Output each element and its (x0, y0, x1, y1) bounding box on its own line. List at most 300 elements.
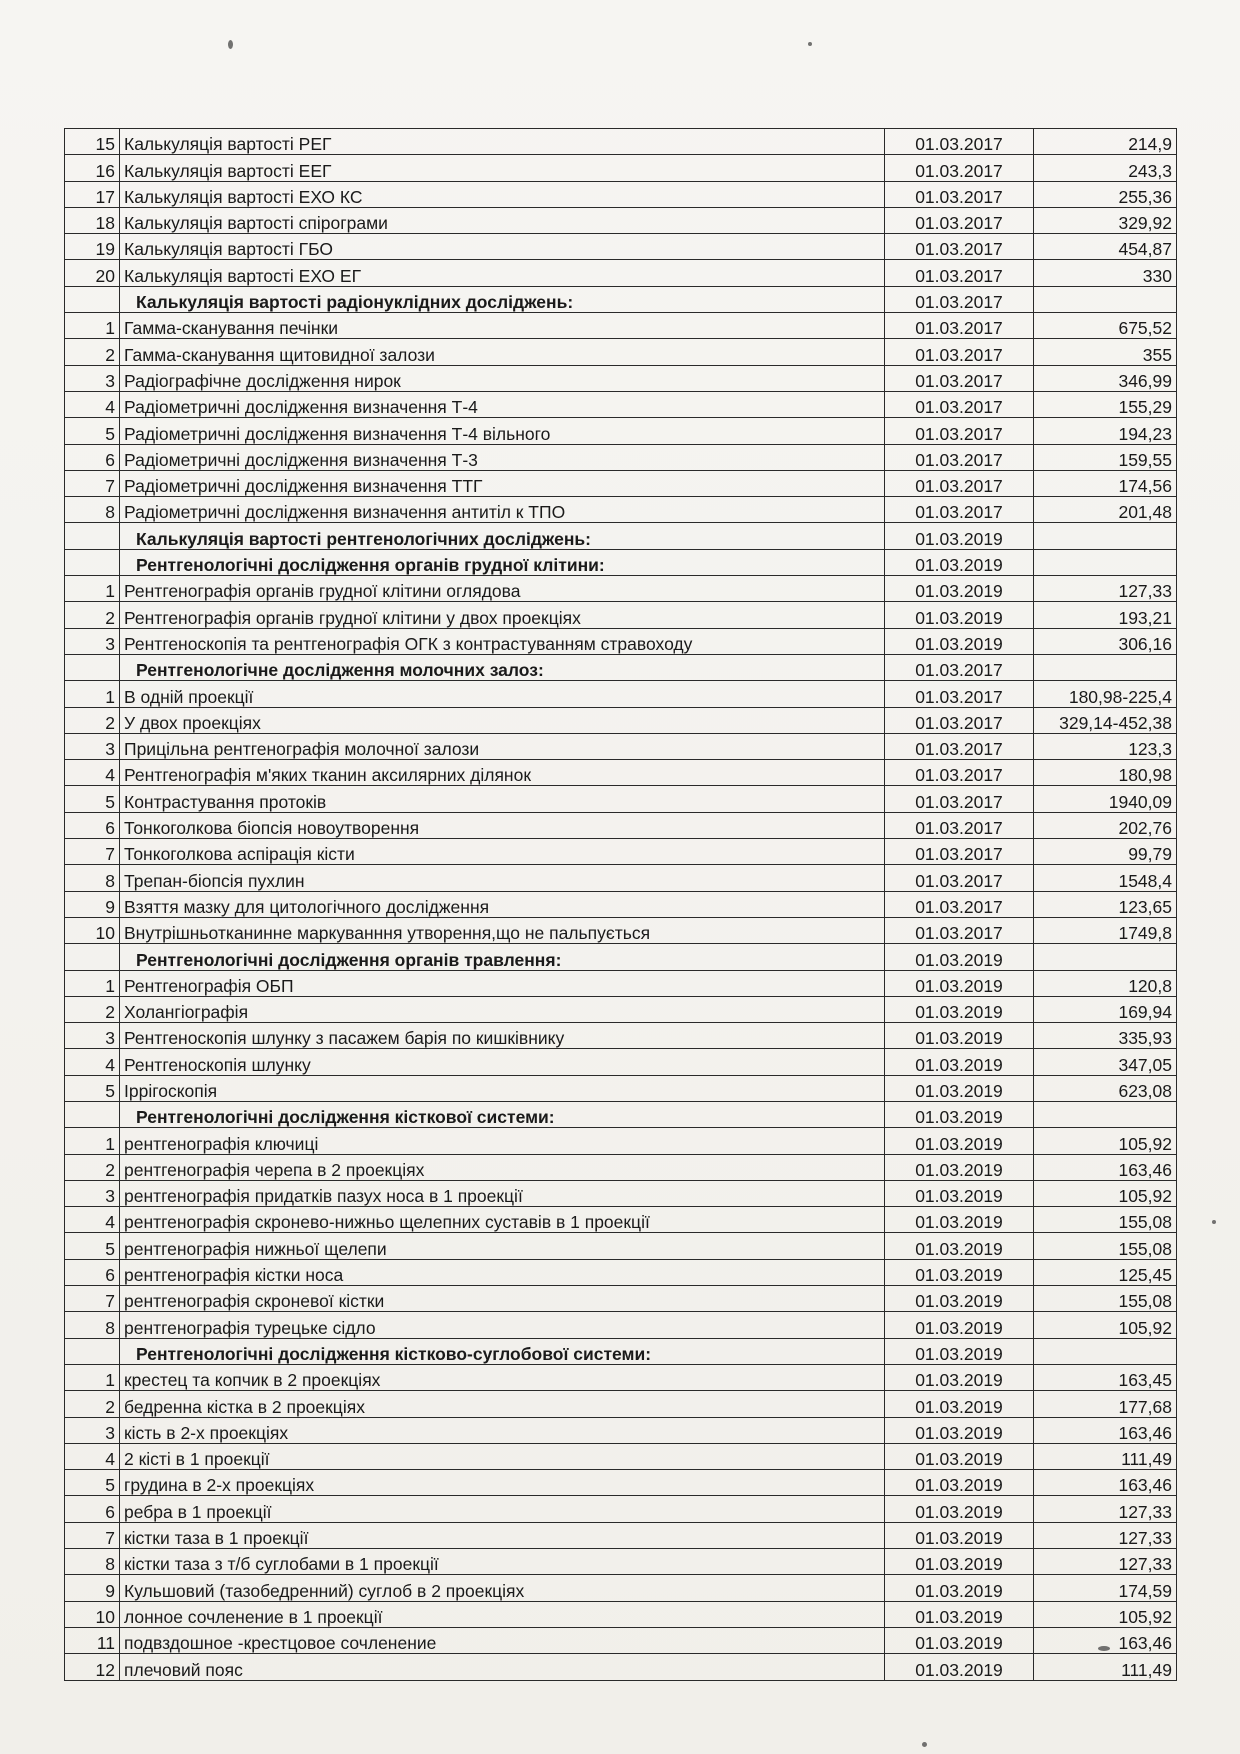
row-number: 6 (65, 1259, 120, 1285)
row-number: 5 (65, 418, 120, 444)
service-price: 347,05 (1034, 1049, 1177, 1075)
effective-date: 01.03.2019 (885, 1549, 1034, 1575)
service-price: 111,49 (1034, 1654, 1177, 1680)
service-name: рентгенографія турецьке сідло (120, 1312, 885, 1338)
table-row (65, 865, 1177, 891)
effective-date: 01.03.2017 (885, 286, 1034, 312)
effective-date: 01.03.2017 (885, 207, 1034, 233)
service-name: Кульшовий (тазобедренний) суглоб в 2 проекціях (120, 1575, 885, 1601)
service-name: Калькуляція вартості спірограми (120, 207, 885, 233)
table-row (65, 313, 1177, 339)
service-price: 330 (1034, 260, 1177, 286)
service-price: 169,94 (1034, 996, 1177, 1022)
table-row (65, 339, 1177, 365)
service-price: 125,45 (1034, 1259, 1177, 1285)
service-name: Радіометричні дослідження визначення антитіл к ТПО (120, 497, 885, 523)
service-price: 346,99 (1034, 365, 1177, 391)
service-price: 355 (1034, 339, 1177, 365)
row-number: 20 (65, 260, 120, 286)
table-row (65, 1049, 1177, 1075)
table-row (65, 1654, 1177, 1680)
effective-date: 01.03.2019 (885, 1233, 1034, 1259)
effective-date: 01.03.2017 (885, 365, 1034, 391)
effective-date: 01.03.2017 (885, 391, 1034, 417)
effective-date: 01.03.2019 (885, 1128, 1034, 1154)
row-number (65, 523, 120, 549)
table-row (65, 1259, 1177, 1285)
row-number: 1 (65, 681, 120, 707)
effective-date: 01.03.2017 (885, 760, 1034, 786)
row-number: 1 (65, 970, 120, 996)
service-name: Калькуляція вартості рентгенологічних досліджень: (120, 523, 885, 549)
table-row (65, 970, 1177, 996)
service-name: Радіометричні дослідження визначення ТТГ (120, 470, 885, 496)
effective-date: 01.03.2019 (885, 602, 1034, 628)
service-name: рентгенографія ключиці (120, 1128, 885, 1154)
service-price: 155,08 (1034, 1286, 1177, 1312)
service-name: Калькуляція вартості ЕЕГ (120, 155, 885, 181)
service-name: Калькуляція вартості ЕХО ЕГ (120, 260, 885, 286)
table-row (65, 470, 1177, 496)
effective-date: 01.03.2019 (885, 1259, 1034, 1285)
service-price: 180,98-225,4 (1034, 681, 1177, 707)
section-header-row (65, 549, 1177, 575)
row-number: 3 (65, 733, 120, 759)
table-row (65, 1233, 1177, 1259)
table-row (65, 1575, 1177, 1601)
service-name: Контрастування протоків (120, 786, 885, 812)
service-price: 174,59 (1034, 1575, 1177, 1601)
row-number: 10 (65, 917, 120, 943)
effective-date: 01.03.2017 (885, 339, 1034, 365)
table-row (65, 733, 1177, 759)
table-row (65, 1443, 1177, 1469)
service-name: Рентгенологічні дослідження органів грудної клітини: (120, 549, 885, 575)
row-number: 4 (65, 1443, 120, 1469)
price-list-table (64, 128, 1177, 1681)
effective-date: 01.03.2017 (885, 313, 1034, 339)
effective-date: 01.03.2017 (885, 733, 1034, 759)
service-price: 127,33 (1034, 1496, 1177, 1522)
service-name: рентгенографія черепа в 2 проекціях (120, 1154, 885, 1180)
effective-date: 01.03.2017 (885, 444, 1034, 470)
section-header-row (65, 1101, 1177, 1127)
service-price (1034, 1338, 1177, 1364)
table-row (65, 1180, 1177, 1206)
service-name: Калькуляція вартості ГБО (120, 234, 885, 260)
row-number: 2 (65, 996, 120, 1022)
row-number (65, 1101, 120, 1127)
service-name: ребра в 1 проекції (120, 1496, 885, 1522)
effective-date: 01.03.2019 (885, 1496, 1034, 1522)
service-price: 675,52 (1034, 313, 1177, 339)
row-number: 2 (65, 602, 120, 628)
service-price: 1940,09 (1034, 786, 1177, 812)
row-number: 7 (65, 839, 120, 865)
effective-date: 01.03.2019 (885, 1627, 1034, 1653)
service-name: Взяття мазку для цитологічного дослідження (120, 891, 885, 917)
service-price: 163,46 (1034, 1154, 1177, 1180)
effective-date: 01.03.2019 (885, 1312, 1034, 1338)
table-row (65, 1470, 1177, 1496)
service-price: 255,36 (1034, 181, 1177, 207)
effective-date: 01.03.2019 (885, 1180, 1034, 1206)
row-number: 8 (65, 1549, 120, 1575)
row-number: 17 (65, 181, 120, 207)
row-number: 9 (65, 891, 120, 917)
service-price: 120,8 (1034, 970, 1177, 996)
service-name: Іррігоскопія (120, 1075, 885, 1101)
service-name: Радіометричні дослідження визначення Т-4 вільного (120, 418, 885, 444)
section-header-row (65, 523, 1177, 549)
table-row (65, 365, 1177, 391)
row-number: 3 (65, 1023, 120, 1049)
table-row (65, 812, 1177, 838)
effective-date: 01.03.2019 (885, 1443, 1034, 1469)
service-price: 105,92 (1034, 1312, 1177, 1338)
service-name: Рентгенологічне дослідження молочних залоз: (120, 654, 885, 680)
row-number (65, 549, 120, 575)
effective-date: 01.03.2019 (885, 1338, 1034, 1364)
effective-date: 01.03.2019 (885, 1654, 1034, 1680)
table-row (65, 1391, 1177, 1417)
effective-date: 01.03.2019 (885, 1522, 1034, 1548)
table-row (65, 681, 1177, 707)
service-name: Радіометричні дослідження визначення Т-3 (120, 444, 885, 470)
effective-date: 01.03.2017 (885, 891, 1034, 917)
effective-date: 01.03.2019 (885, 576, 1034, 602)
row-number: 6 (65, 812, 120, 838)
service-name: Внутрішньотканинне маркуванння утворення,що не пальпується (120, 917, 885, 943)
service-name: подвздошное -крестцовое сочленение (120, 1627, 885, 1653)
effective-date: 01.03.2019 (885, 1101, 1034, 1127)
service-name: крестец та копчик в 2 проекціях (120, 1364, 885, 1390)
effective-date: 01.03.2017 (885, 917, 1034, 943)
table-row (65, 497, 1177, 523)
service-name: Тонкоголкова аспірація кісти (120, 839, 885, 865)
table-row (65, 1075, 1177, 1101)
effective-date: 01.03.2019 (885, 1049, 1034, 1075)
service-name: Прицільна рентгенографія молочної залози (120, 733, 885, 759)
service-price: 306,16 (1034, 628, 1177, 654)
service-name: грудина в 2-х проекціях (120, 1470, 885, 1496)
service-price: 1548,4 (1034, 865, 1177, 891)
service-name: В одній проекції (120, 681, 885, 707)
service-price: 99,79 (1034, 839, 1177, 865)
section-header-row (65, 286, 1177, 312)
row-number: 11 (65, 1627, 120, 1653)
effective-date: 01.03.2019 (885, 996, 1034, 1022)
service-price: 214,9 (1034, 129, 1177, 155)
table-row (65, 1312, 1177, 1338)
table-row (65, 1128, 1177, 1154)
effective-date: 01.03.2019 (885, 549, 1034, 575)
table-row (65, 418, 1177, 444)
effective-date: 01.03.2019 (885, 523, 1034, 549)
service-price: 155,29 (1034, 391, 1177, 417)
table-row (65, 996, 1177, 1022)
table-row (65, 155, 1177, 181)
service-name: рентгенографія придатків пазух носа в 1 проекції (120, 1180, 885, 1206)
effective-date: 01.03.2017 (885, 707, 1034, 733)
row-number: 3 (65, 365, 120, 391)
service-price (1034, 286, 1177, 312)
service-price: 193,21 (1034, 602, 1177, 628)
effective-date: 01.03.2019 (885, 1207, 1034, 1233)
scan-speck (1212, 1220, 1216, 1224)
service-price: 1749,8 (1034, 917, 1177, 943)
row-number: 1 (65, 1364, 120, 1390)
service-name: Гамма-сканування печінки (120, 313, 885, 339)
effective-date: 01.03.2017 (885, 786, 1034, 812)
service-name: Тонкоголкова біопсія новоутворення (120, 812, 885, 838)
service-price (1034, 944, 1177, 970)
service-name: рентгенографія скронево-нижньо щелепних суставів в 1 проекції (120, 1207, 885, 1233)
row-number (65, 654, 120, 680)
row-number: 6 (65, 1496, 120, 1522)
effective-date: 01.03.2019 (885, 970, 1034, 996)
row-number: 8 (65, 865, 120, 891)
service-price: 201,48 (1034, 497, 1177, 523)
effective-date: 01.03.2019 (885, 1286, 1034, 1312)
effective-date: 01.03.2019 (885, 1075, 1034, 1101)
effective-date: 01.03.2017 (885, 497, 1034, 523)
service-price: 105,92 (1034, 1128, 1177, 1154)
row-number (65, 286, 120, 312)
effective-date: 01.03.2019 (885, 1417, 1034, 1443)
effective-date: 01.03.2019 (885, 1154, 1034, 1180)
table-row (65, 576, 1177, 602)
row-number: 5 (65, 1075, 120, 1101)
row-number: 1 (65, 313, 120, 339)
service-name: бедренна кістка в 2 проекціях (120, 1391, 885, 1417)
row-number: 4 (65, 1049, 120, 1075)
row-number: 15 (65, 129, 120, 155)
service-name: Калькуляція вартості РЕГ (120, 129, 885, 155)
service-name: Рентгенологічні дослідження органів травлення: (120, 944, 885, 970)
row-number: 6 (65, 444, 120, 470)
row-number: 9 (65, 1575, 120, 1601)
service-name: Рентгеноскопія та рентгенографія ОГК з контрастуванням стравоходу (120, 628, 885, 654)
service-name: лонное сочленение в 1 проекції (120, 1601, 885, 1627)
row-number: 3 (65, 1417, 120, 1443)
row-number: 2 (65, 707, 120, 733)
table-row (65, 1627, 1177, 1653)
effective-date: 01.03.2017 (885, 681, 1034, 707)
row-number (65, 1338, 120, 1364)
service-price: 105,92 (1034, 1601, 1177, 1627)
table-row (65, 1417, 1177, 1443)
service-price: 243,3 (1034, 155, 1177, 181)
effective-date: 01.03.2017 (885, 812, 1034, 838)
table-row (65, 839, 1177, 865)
service-price (1034, 1101, 1177, 1127)
service-price: 155,08 (1034, 1233, 1177, 1259)
table-row (65, 1522, 1177, 1548)
service-price: 123,65 (1034, 891, 1177, 917)
row-number: 8 (65, 497, 120, 523)
row-number: 4 (65, 760, 120, 786)
scan-speck (808, 42, 812, 46)
service-price: 111,49 (1034, 1443, 1177, 1469)
service-price: 329,14-452,38 (1034, 707, 1177, 733)
service-price: 180,98 (1034, 760, 1177, 786)
effective-date: 01.03.2017 (885, 865, 1034, 891)
effective-date: 01.03.2019 (885, 1023, 1034, 1049)
table-row (65, 917, 1177, 943)
effective-date: 01.03.2019 (885, 944, 1034, 970)
table-row (65, 1286, 1177, 1312)
scan-speck (922, 1742, 927, 1747)
effective-date: 01.03.2017 (885, 129, 1034, 155)
row-number: 5 (65, 786, 120, 812)
service-price: 623,08 (1034, 1075, 1177, 1101)
row-number: 12 (65, 1654, 120, 1680)
service-price: 127,33 (1034, 1522, 1177, 1548)
table-row (65, 1601, 1177, 1627)
service-name: Гамма-сканування щитовидної залози (120, 339, 885, 365)
service-price: 127,33 (1034, 1549, 1177, 1575)
table-row (65, 1364, 1177, 1390)
service-price: 163,46 (1034, 1470, 1177, 1496)
row-number: 1 (65, 1128, 120, 1154)
row-number: 7 (65, 1286, 120, 1312)
service-name: рентгенографія кістки носа (120, 1259, 885, 1285)
service-price: 454,87 (1034, 234, 1177, 260)
service-name: Рентгеноскопія шлунку (120, 1049, 885, 1075)
service-name: Рентгенографія органів грудної клітини у двох проекціях (120, 602, 885, 628)
effective-date: 01.03.2019 (885, 1575, 1034, 1601)
row-number: 7 (65, 470, 120, 496)
service-name: кість в 2-х проекціях (120, 1417, 885, 1443)
table-row (65, 1496, 1177, 1522)
section-header-row (65, 944, 1177, 970)
table-row (65, 602, 1177, 628)
service-price: 163,45 (1034, 1364, 1177, 1390)
row-number: 5 (65, 1470, 120, 1496)
service-name: Трепан-біопсія пухлин (120, 865, 885, 891)
row-number: 16 (65, 155, 120, 181)
effective-date: 01.03.2017 (885, 470, 1034, 496)
row-number (65, 944, 120, 970)
service-name: Рентгенологічні дослідження кістково-суглобової системи: (120, 1338, 885, 1364)
row-number: 4 (65, 1207, 120, 1233)
effective-date: 01.03.2019 (885, 628, 1034, 654)
service-price (1034, 654, 1177, 680)
service-name: кістки таза в 1 проекції (120, 1522, 885, 1548)
service-name: Радіографічне дослідження нирок (120, 365, 885, 391)
table-row (65, 891, 1177, 917)
row-number: 2 (65, 1154, 120, 1180)
service-price (1034, 523, 1177, 549)
service-price: 194,23 (1034, 418, 1177, 444)
service-price (1034, 549, 1177, 575)
service-price: 127,33 (1034, 576, 1177, 602)
section-header-row (65, 654, 1177, 680)
service-price: 123,3 (1034, 733, 1177, 759)
service-name: Калькуляція вартості ЕХО КС (120, 181, 885, 207)
table-row (65, 707, 1177, 733)
row-number: 18 (65, 207, 120, 233)
row-number: 4 (65, 391, 120, 417)
effective-date: 01.03.2017 (885, 181, 1034, 207)
effective-date: 01.03.2017 (885, 654, 1034, 680)
service-name: рентгенографія скроневої кістки (120, 1286, 885, 1312)
table-row (65, 444, 1177, 470)
table-row (65, 1549, 1177, 1575)
service-price: 105,92 (1034, 1180, 1177, 1206)
effective-date: 01.03.2017 (885, 234, 1034, 260)
service-price: 155,08 (1034, 1207, 1177, 1233)
effective-date: 01.03.2017 (885, 839, 1034, 865)
service-price: 329,92 (1034, 207, 1177, 233)
row-number: 7 (65, 1522, 120, 1548)
section-header-row (65, 1338, 1177, 1364)
table-row (65, 391, 1177, 417)
service-name: плечовий пояс (120, 1654, 885, 1680)
table-row (65, 207, 1177, 233)
table-row (65, 786, 1177, 812)
service-name: Рентгенологічні дослідження кісткової системи: (120, 1101, 885, 1127)
service-name: Рентгенографія ОБП (120, 970, 885, 996)
row-number: 2 (65, 1391, 120, 1417)
effective-date: 01.03.2017 (885, 418, 1034, 444)
table-row (65, 181, 1177, 207)
table-row (65, 628, 1177, 654)
service-price: 163,46 (1034, 1417, 1177, 1443)
service-name: 2 кісті в 1 проекції (120, 1443, 885, 1469)
service-name: кістки таза з т/б суглобами в 1 проекції (120, 1549, 885, 1575)
service-price: 163,46 (1034, 1627, 1177, 1653)
row-number: 10 (65, 1601, 120, 1627)
service-name: У двох проекціях (120, 707, 885, 733)
effective-date: 01.03.2019 (885, 1364, 1034, 1390)
service-name: Рентгеноскопія шлунку з пасажем барія по кишківнику (120, 1023, 885, 1049)
service-name: Калькуляція вартості радіонуклідних досліджень: (120, 286, 885, 312)
effective-date: 01.03.2017 (885, 260, 1034, 286)
row-number: 1 (65, 576, 120, 602)
table-row (65, 1207, 1177, 1233)
service-price: 177,68 (1034, 1391, 1177, 1417)
effective-date: 01.03.2019 (885, 1391, 1034, 1417)
row-number: 3 (65, 1180, 120, 1206)
effective-date: 01.03.2019 (885, 1601, 1034, 1627)
table-row (65, 129, 1177, 155)
service-price: 174,56 (1034, 470, 1177, 496)
table-row (65, 234, 1177, 260)
service-price: 159,55 (1034, 444, 1177, 470)
table-row (65, 1154, 1177, 1180)
table-row (65, 760, 1177, 786)
price-list-body (65, 129, 1177, 1681)
table-row (65, 1023, 1177, 1049)
service-name: Рентгенографія м'яких тканин аксилярних ділянок (120, 760, 885, 786)
service-name: рентгенографія нижньої щелепи (120, 1233, 885, 1259)
table-row (65, 260, 1177, 286)
row-number: 2 (65, 339, 120, 365)
row-number: 19 (65, 234, 120, 260)
scan-speck (228, 40, 233, 49)
row-number: 8 (65, 1312, 120, 1338)
service-price: 202,76 (1034, 812, 1177, 838)
effective-date: 01.03.2019 (885, 1470, 1034, 1496)
row-number: 5 (65, 1233, 120, 1259)
service-name: Радіометричні дослідження визначення Т-4 (120, 391, 885, 417)
effective-date: 01.03.2017 (885, 155, 1034, 181)
service-name: Холангіографія (120, 996, 885, 1022)
service-name: Рентгенографія органів грудної клітини оглядова (120, 576, 885, 602)
service-price: 335,93 (1034, 1023, 1177, 1049)
